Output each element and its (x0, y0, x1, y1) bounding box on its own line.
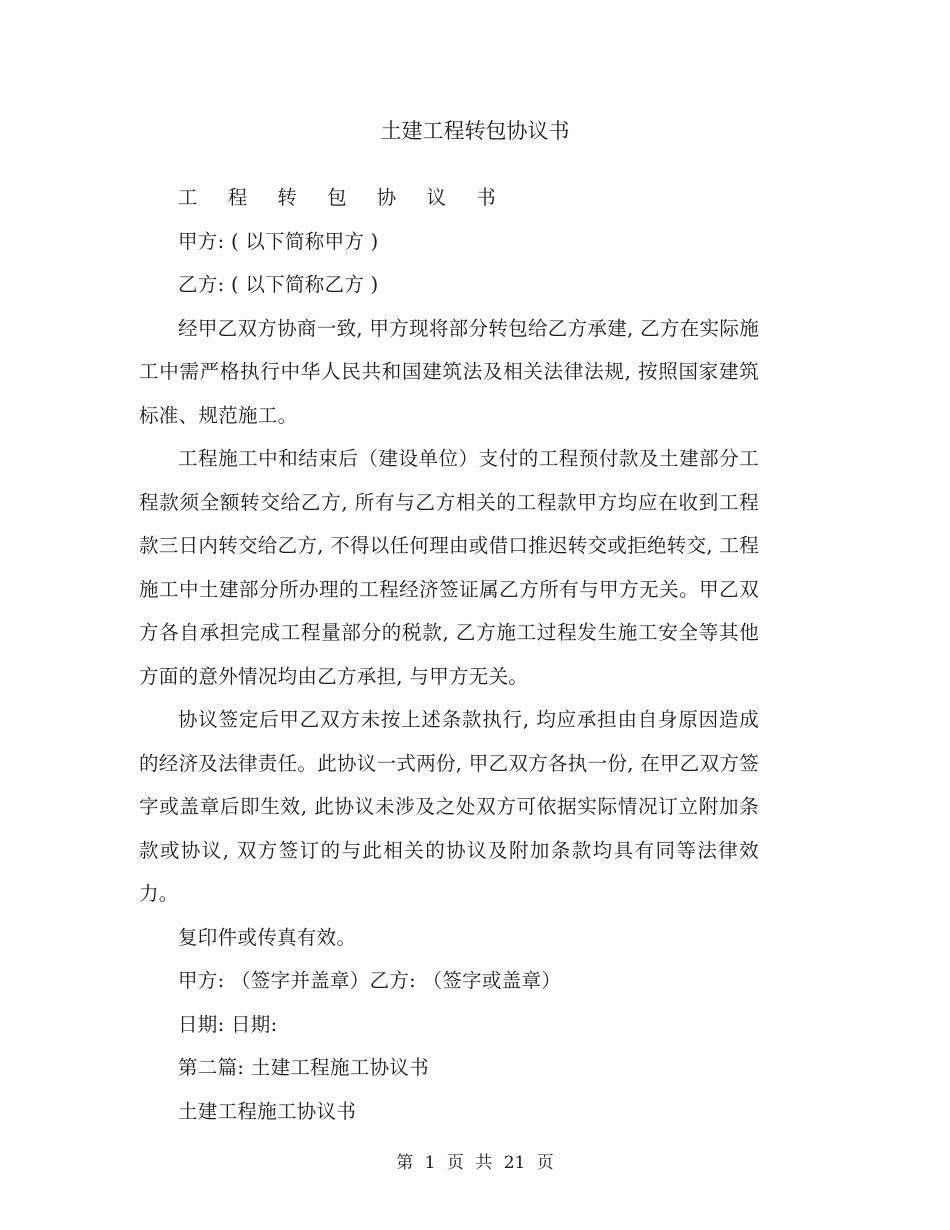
signature-line: 甲方: （签字并盖章）乙方: （签字或盖章） (178, 969, 562, 992)
document-title: 土建工程转包协议书 (380, 119, 570, 143)
paragraph-1: 经甲乙双方协商一致, 甲方现将部分转包给乙方承建, 乙方在实际施工中需严格执行中华人民共和国建筑法及相关法律法规, 按照国家建筑标准、规范施工。 (139, 316, 759, 427)
copy-validity-note: 复印件或传真有效。 (178, 925, 357, 949)
part-two-title: 土建工程施工协议书 (178, 1099, 357, 1123)
agreement-heading: 工 程 转 包 协 议 书 (178, 186, 508, 209)
part-two-heading: 第二篇: 土建工程施工协议书 (178, 1056, 429, 1079)
party-b-line: 乙方: ( 以下简称乙方 ) (178, 273, 379, 296)
page-number-footer: 第 1 页 共 21 页 (396, 1153, 554, 1173)
paragraph-2: 工程施工中和结束后（建设单位）支付的工程预付款及土建部分工程款须全额转交给乙方, 所有与乙方相关的工程款甲方均应在收到工程款三日内转交给乙方, 不得以任何理由或借口推迟转交或拒绝转交, 工程施工中土建部分所办理的工程经济签证属乙方所有与甲方无关。甲乙双方各自承担完成工程量部分的税款, 乙方施工过程发生施工安全等其他方面的意外情况均由乙方承担, 与甲方无关。 (139, 447, 759, 688)
document-body (139, 176, 759, 1133)
date-line: 日期: 日期: (178, 1012, 278, 1036)
paragraph-3: 协议签定后甲乙双方未按上述条款执行, 均应承担由自身原因造成的经济及法律责任。此协议一式两份, 甲乙双方各执一份, 在甲乙双方签字或盖章后即生效, 此协议未涉及之处双方可依据实际情况订立附加条款或协议, 双方签订的与此相关的协议及附加条款均具有同等法律效力。 (139, 708, 759, 905)
party-a-line: 甲方: ( 以下简称甲方 ) (178, 229, 379, 253)
